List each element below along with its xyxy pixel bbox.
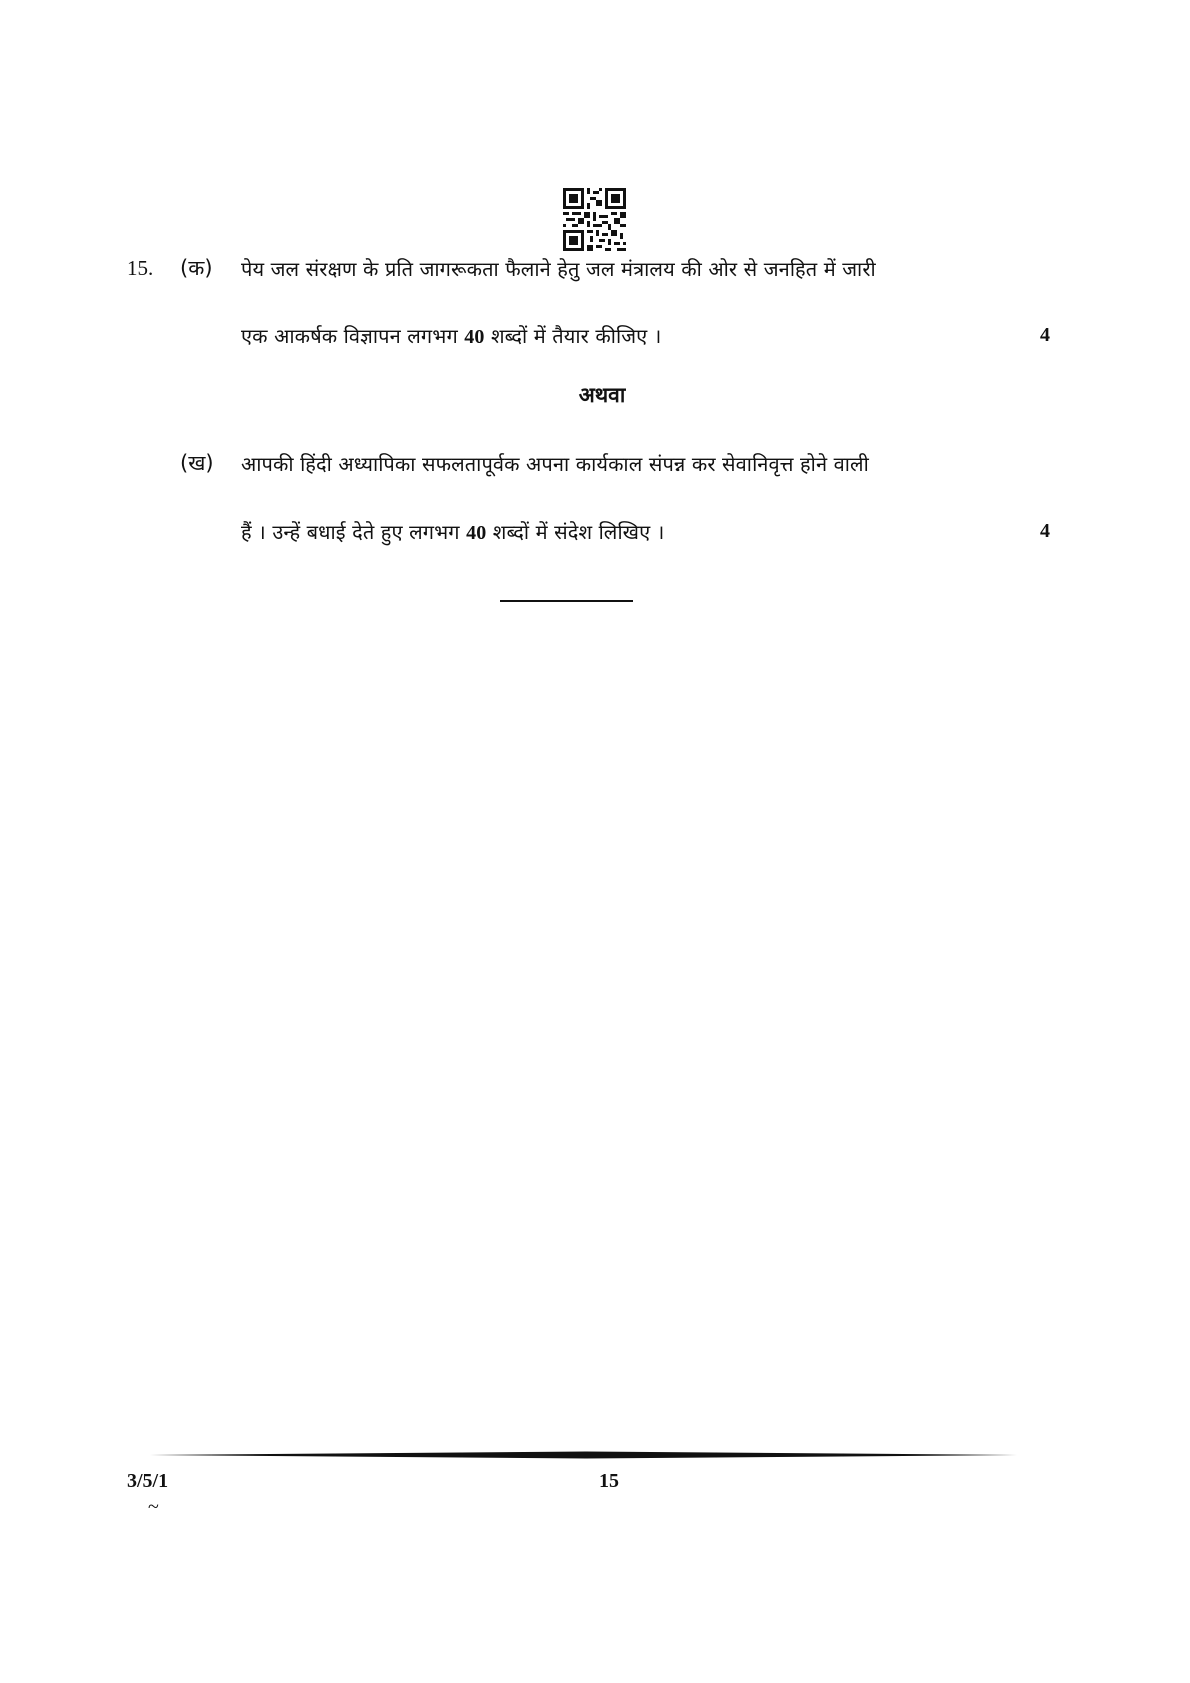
part-a-line-2-text: एक आकर्षक विज्ञापन लगभग <box>241 324 465 348</box>
part-a-line-1: पेय जल संरक्षण के प्रति जागरूकता फैलाने हेतु जल मंत्रालय की ओर से जनहित में जारी <box>241 257 876 281</box>
part-b-label: (ख) <box>180 451 214 475</box>
question-number: 15. <box>127 256 154 280</box>
part-b-line-2-text: हैं । उन्हें बधाई देते हुए लगभग <box>241 520 467 544</box>
qr-code-icon <box>563 188 626 251</box>
part-a-line-2-tail: शब्दों में तैयार कीजिए । <box>484 324 662 348</box>
footer-mark: ~ <box>148 1496 159 1518</box>
end-divider <box>500 600 633 602</box>
part-a-line-2 <box>241 322 661 349</box>
part-b-line-2-tail: शब्दों में संदेश लिखिए । <box>486 520 665 544</box>
part-a-label: (क) <box>180 256 213 280</box>
part-a-marks: 4 <box>1040 324 1050 346</box>
part-b-line-2 <box>241 518 664 545</box>
word-count: 40 <box>464 326 485 348</box>
word-count: 40 <box>466 522 487 544</box>
footer-rule <box>150 1450 1023 1460</box>
or-heading: अथवा <box>578 383 626 407</box>
part-b-line-1: आपकी हिंदी अध्यापिका सफलतापूर्वक अपना कार्यकाल संपन्न कर सेवानिवृत्त होने वाली <box>241 452 869 476</box>
paper-code: 3/5/1 <box>127 1470 169 1492</box>
part-b-marks: 4 <box>1040 520 1050 542</box>
page-number: 15 <box>599 1470 619 1492</box>
